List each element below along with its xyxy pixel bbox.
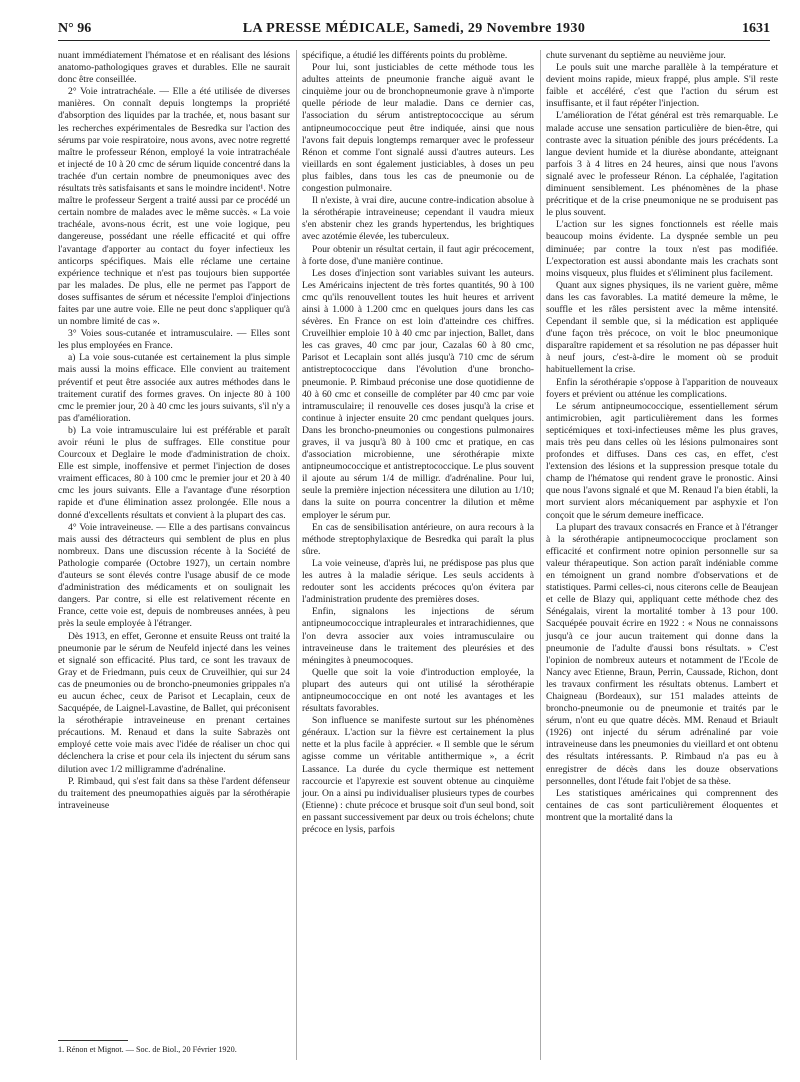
paragraph: 4° Voie intraveineuse. — Elle a des partisans convaincus mais aussi des détracteurs qui semblent de plus en plus nombreux. Dans une discussion récente à la Société de Pathologie comparée (Octobre 1927), un certain nombre d'auteurs se sont élevés contre l'usage abusif de ce mode d'administration des médicaments et on soulignait les dangers. Par contre, si elle est relativement récente en France, cette voie est, depuis de nombreuses années, à peu près la seule employée à l'étranger. (58, 521, 290, 630)
paragraph: Le sérum antipneumococcique, essentiellement sérum antimicrobien, agit particulièrement dans les formes septicémiques et toxi-infectieuses même les plus graves, mais très peu dans celles où les lésions pulmonaires sont profondes et diffuses. Dans ces cas, en effet, c'est l'extension des lésions et la suppression presque totale du champ de l'hématose qui rendent grave le pronostic. Ainsi que nous l'avons signalé et que M. Renaud l'a bien établi, la mort survient alors mécaniquement par asphyxie et l'on conçoit que le sérum demeure inefficace. (546, 400, 778, 521)
paragraph: b) La voie intramusculaire lui est préférable et paraît avoir réuni le plus de suffrages. Elle constitue pour Courcoux et Deglaire le mode d'administration de choix. Elle est simple, inoffensive et permet l'injection de doses vraiment efficaces, 80 à 100 cmc le premier jour et 20 à 40 cmc les jours suivants. Elle a l'avantage d'une résorption rapide et d'une élimination assez prolongée. Elle nous a donné d'excellents résultats et convient à la plupart des cas. (58, 424, 290, 521)
paragraph: spécifique, a étudié les différents points du problème. (302, 50, 508, 61)
text-column-2 (302, 50, 534, 836)
paragraph: L'action sur les signes fonctionnels est réelle mais beaucoup moins évidente. La dyspnée semble un peu diminuée; par contre la toux n'est pas modifiée. L'expectoration est aussi abondante mais les crachats sont moins visqueux, plus fluides et s'éliminent plus facilement. (546, 219, 778, 279)
paragraph: Les statistiques américaines qui comprennent des centaines de cas sont particulièrement éloquentes et montrent que la mortalité dans la (546, 787, 778, 823)
paragraph: Le pouls suit une marche parallèle à la température et devient moins rapide, mieux frappé, plus ample. S'il reste faible et accéléré, c'est que l'action du sérum est insuffisante, et il faut répéter l'injection. (546, 62, 778, 110)
paragraph: 3° Voies sous-cutanée et intramusculaire. — Elles sont les plus employées en France. (58, 328, 290, 352)
page-header (58, 18, 770, 41)
text-column-3 (546, 50, 778, 824)
paragraph: nuant immédiatement l'hématose et en réalisant des lésions anatomo-pathologiques graves et durables. Elle ne saurait donc être conseillée. (58, 50, 290, 86)
paragraph: La plupart des travaux consacrés en France et à l'étranger à la sérothérapie antipneumococcique proclament son efficacité et confirment notre opinion personnelle sur sa valeur thérapeutique. Son action paraît indéniable comme en témoignent un grand nombre d'observations et de statistiques. Parmi celles-ci, nous citerons celle de Beaujean et celle de Blazy qui, appliquant cette méthode chez des Sénégalais, virent la mortalité tomber à 13 pour 100. Sacquépée pouvait écrire en 1922 : « Nous ne connaissons jusqu'à ce jour aucun traitement qui donne dans la pneumonie de l'adulte d'aussi bons résultats. » C'est l'opinion de nombreux auteurs et notamment de l'Ecole de Nancy avec Etienne, Braun, Perrin, Caussade, Richon, dont les travaux confirment les résultats obtenus. Lambert et Chaigneau (Bordeaux), sur 151 malades atteints de broncho-pneumonie ou de pneumonie et traités par le sérum, n'ont eu que quatre décès. MM. Renaud et Briault (1926) ont injecté du sérum adrénaliné par voie intraveineuse dans les pneumonies du vieillard et ont obtenu des résultats intéressants. P. Rimbaud n'a pas eu à enregistrer de décès dans les douze observations personnelles, dont l'étude fait l'objet de sa thèse. (546, 521, 778, 787)
paragraph: Pour lui, sont justiciables de cette méthode tous les adultes atteints de pneumonie franche aiguë avant le cinquième jour ou de bronchopneumonie grave à n'importe quelle période de leur maladie. Dans ce dernier cas, l'association du sérum antistreptococcique au sérum antipneumococcique peut être indiquée, ainsi que nous l'avons fait depuis longtemps remarquer avec le professeur Rénon et comme l'ont signalé aussi d'autres auteurs. Les vieillards en sont également justiciables, à doses un peu plus faibles, dans tous les cas de pneumonie ou de congestion pulmonaire. (302, 62, 534, 195)
paragraph: Quant aux signes physiques, ils ne varient guère, même dans les cas favorables. La matité demeure la même, le souffle et les râles persistent avec la même intensité. Cependant il semble que, si la médication est appliquée d'une façon très précoce, on voit le bloc pneumonique disparaître rapidement et sa résolution ne pas dépasser huit à neuf jours, c'est-à-dire le moment où se produit habituellement la crise. (546, 279, 778, 376)
paragraph: Enfin la sérothérapie s'oppose à l'apparition de nouveaux foyers et prévient ou atténue les complications. (546, 376, 778, 400)
journal-title: LA PRESSE MÉDICALE, Samedi, 29 Novembre 1930 (242, 21, 586, 36)
paragraph: Pour obtenir un résultat certain, il faut agir précocement, à forte dose, d'une manière continue. (302, 243, 534, 267)
paragraph: Dès 1913, en effet, Geronne et ensuite Reuss ont traité la pneumonie par le sérum de Neufeld injecté dans les veines et signalé son efficacité. Plus tard, ce sont les travaux de Gray et de Friedmann, puis ceux de Cruveilhier, qui sur 24 cas de pneumonies ou de broncho-pneumonies grippales n'a eu aucun échec, ceux de Parisot et Lecaplain, ceux de Sacquépée, de Laignel-Lavastine, de Ballet, qui préconisent la sérothérapie intraveineuse en prenant certaines précautions. M. Renaud et dans la suite Sabrazès ont employé cette voie mais avec l'idée de réaliser un choc qui déclenchera la crise et pour cela ils injectent du sérum sans dilution avec 1/2 milligramme d'adrénaline. (58, 630, 290, 775)
paragraph: Les doses d'injection sont variables suivant les auteurs. Les Américains injectent de très fortes quantités, 90 à 100 cmc qu'ils renouvellent toutes les huit heures et arrivent ainsi à 1.000 à 1.200 cmc en quelques jours dans les cas sévères. En France on est loin d'atteindre ces chiffres. Cruveilhier emploie 10 à 40 cmc par injection, Ballet, dans les cas graves, 40 cmc par jour, Cazalas 60 à 80 cmc, Parisot et Lecaplain sont allés jusqu'à 710 cmc de sérum antistreptococcique dans l'évolution d'une broncho-pneumonie. P. Rimbaud préconise une dose quotidienne de 40 à 60 cmc et conseille de compléter par 40 cmc par voie intramusculaire; il renouvelle ces doses jusqu'à la crise et continue à injecter ensuite 20 cmc pendant quelques jours. Dans les broncho-pneumonies ou congestions pulmonaires graves, il va jusqu'à 80 à 100 cmc et pratique, en cas d'association microbienne, une sérothérapie mixte antipneumococcique et antistreptococcique. Le plus souvent il ajoute au sérum 1/4 de milligr. d'adrénaline. Pour lui, seule la première injection nécessitera une dilution au 1/10; dans la suite on pourra concentrer la dilution et même employer le sérum pur. (302, 267, 534, 521)
paragraph: L'amélioration de l'état général est très remarquable. Le malade accuse une sensation particulière de bien-être, qui contraste avec la situation pénible des jours précédents. La langue devient humide et la diurèse abondante, atteignant parfois 3 à 4 litres en 24 heures, ainsi que nous l'avons signalé avec le professeur Rénon. La céphalée, l'agitation diminuent sensiblement. Les phénomènes de la phase précritique et de la crise pneumonique ne se produisent pas le plus souvent. (546, 110, 778, 219)
paragraph: a) La voie sous-cutanée est certainement la plus simple mais aussi la moins efficace. Elle convient au traitement préventif et peut être associée aux autres méthodes dans le traitement curatif des formes graves. On injecte 80 à 100 cmc le premier jour, 20 à 40 cmc les jours suivants, s'il n'y a pas d'amélioration. (58, 352, 290, 424)
footnote: 1. Rénon et Mignot. — Soc. de Biol., 20 Février 1920. (58, 1045, 237, 1054)
paragraph: chute survenant du septième au neuvième jour. (546, 50, 726, 61)
paragraph: Enfin, signalons les injections de sérum antipneumococcique intrapleurales et intrarachidiennes, que l'on devra associer aux voies intramusculaire ou intraveineuse dans le traitement des pleurésies et des méningites à pneumocoques. (302, 606, 534, 666)
column-divider (296, 50, 297, 1060)
page-number: 1631 (742, 21, 770, 36)
paragraph: En cas de sensibilisation antérieure, on aura recours à la méthode streptophylaxique de Besredka qui paraît la plus sûre. (302, 521, 534, 557)
paragraph: Il n'existe, à vrai dire, aucune contre-indication absolue à la sérothérapie intraveineuse; cependant il vaudra mieux s'en abstenir chez les grands hypertendus, les brightiques avec azotémie élevée, les tuberculeux. (302, 195, 534, 243)
paragraph: La voie veineuse, d'après lui, ne prédispose pas plus que les autres à la maladie sérique. Les seuls accidents à redouter sont les accidents précoces qu'on évitera par l'administration prudente des premières doses. (302, 557, 534, 606)
paragraph: Son influence se manifeste surtout sur les phénomènes généraux. L'action sur la fièvre est certainement la plus nette et la plus facile à apprécier. « Il semble que le sérum agisse comme un véritable antithermique », a écrit Lassance. La durée du cycle thermique est nettement raccourcie et l'apyrexie est souvent obtenue au cinquième jour. On a ainsi pu individualiser plusieurs types de courbes (Etienne) : chute précoce et brusque soit d'un seul bond, soit en passant successivement par deux ou trois échelons; chute précoce en lysis, parfois (302, 715, 534, 835)
column-divider (540, 50, 541, 1060)
issue-number: N° 96 (58, 21, 92, 36)
text-column-1 (58, 50, 290, 812)
footnote-rule (58, 1040, 128, 1041)
paragraph: P. Rimbaud, qui s'est fait dans sa thèse l'ardent défenseur du traitement des pneumopathies aiguës par la sérothérapie intraveineuse (58, 775, 290, 811)
paragraph: Quelle que soit la voie d'introduction employée, la plupart des auteurs qui ont utilisé la sérothérapie antipneumococcique en ont noté les avantages et les résultats favorables. (302, 666, 534, 715)
paragraph: 2° Voie intratrachéale. — Elle a été utilisée de diverses manières. On connaît depuis longtemps la propriété d'absorption des liquides par la trachée, et, nous basant sur les recherches expérimentales de Besredka sur l'action des sérums par voie respiratoire, nous avons, avec notre regretté maître le professeur Rénon, employé la voie intratrachéale et injecté de 10 à 20 cmc de sérum liquide concentré dans la trachée d'un certain nombre de pneumoniques avec des résultats très satisfaisants et sans le moindre incident¹. Notre maître le professeur Sergent a traité aussi par ce procédé un certain nombre de malades avec le même succès. « La voie trachéale, avons-nous écrit, est une voie logique, peu dangereuse, possédant une réelle efficacité et qui offre l'avantage d'apporter au contact du foyer infectieux les anticorps spécifiques. Mais elle réclame une certaine expérience technique et n'est pas toujours bien supportée par les malades. De plus, elle ne permet pas l'apport de doses suffisantes de sérum et nécessite l'emploi d'injections faites par une autre voie. Elle ne peut donc s'appliquer qu'à un nombre limité de cas ». (58, 86, 290, 328)
